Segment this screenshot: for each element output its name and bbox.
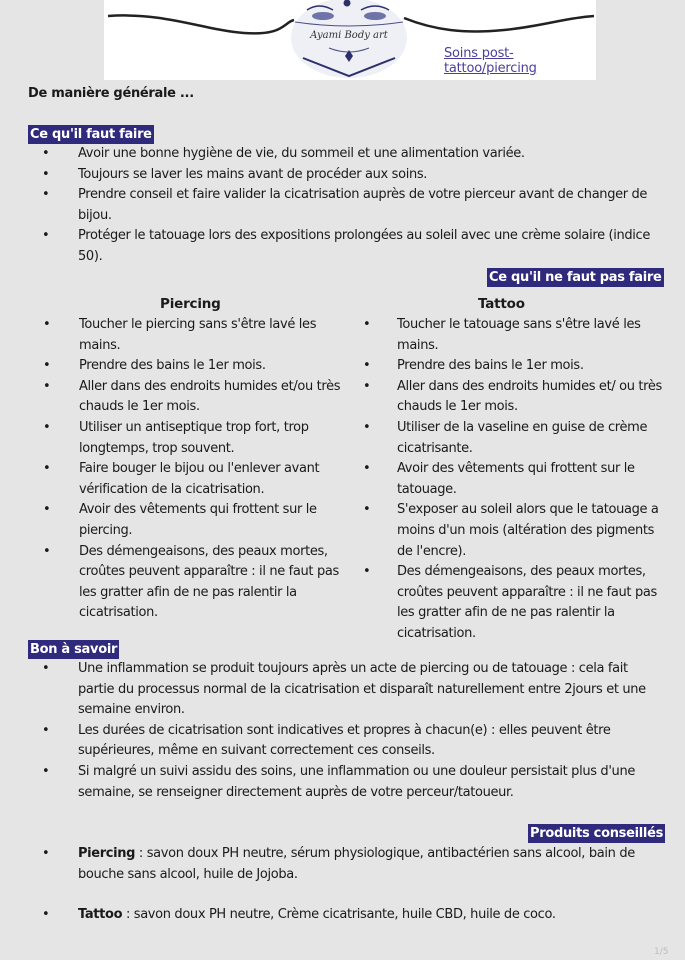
list-item-text: Protéger le tatouage lors des expositions prolongées au soleil avec une crème solaire (indice 50). [78,228,651,264]
list-item-text: Avoir des vêtements qui frottent sur le tatouage. [397,461,635,497]
list-item [363,315,665,356]
list-item-text: Si malgré un suivi assidu des soins, une inflammation ou une douleur persistait plus d'une semaine, se renseigner directement auprès de votre perceur/tatoueur. [78,763,635,800]
bullet-icon: • [42,763,50,779]
bullet-icon: • [363,419,371,435]
bullet-icon: • [363,564,371,580]
list-item [42,905,663,926]
section-tag-good-to-know: Bon à savoir [30,642,118,657]
bullet-icon: • [43,461,51,477]
list-item [363,562,665,644]
list-item-text: Toucher le tatouage sans s'être lavé les mains. [397,317,641,353]
list-item-text: Utiliser un antiseptique trop fort, trop longtemps, trop souvent. [79,419,309,456]
product-label: Piercing [78,846,136,861]
brand-logo [289,0,409,78]
bullet-icon: • [42,187,50,203]
bullet-icon: • [43,317,51,332]
product-text: savon doux PH neutre, sérum physiologique, antibactérien sans alcool, bain de bouche sans alcool, huile de Jojoba. [78,846,635,882]
tattoo-dont-list [363,315,665,645]
list-item-text: S'exposer au soleil alors que le tatouage a moins d'un mois (altération des pigments de l'encre). [397,502,659,559]
list-item [363,418,665,459]
bullet-icon: • [43,502,51,518]
list-item [43,500,351,541]
list-item [43,356,351,377]
good-to-know-list [42,659,663,803]
list-item-text: Utiliser de la vaseline en guise de crème cicatrisante. [397,419,648,456]
list-item [42,165,658,186]
list-item [42,762,663,803]
list-item-text: Prendre des bains le 1er mois. [79,358,266,374]
bullet-icon: • [43,358,51,374]
list-item-text: Faire bouger le bijou ou l'enlever avant vérification de la cicatrisation. [79,461,320,497]
list-item-text: Des démengeaisons, des peaux mortes, croûtes peuvent apparaître : il ne faut pas les gratter afin de ne pas ralentir la cicatrisation. [397,564,657,641]
section-tag-do: Ce qu'il faut faire [30,127,152,142]
bullet-icon: • [42,722,50,738]
bullet-icon: • [42,228,50,244]
bullet-icon: • [363,502,371,518]
list-item [42,226,658,267]
list-item [42,185,658,226]
list-item-text: Prendre des bains le 1er mois. [397,358,584,374]
product-separator: : [122,907,134,923]
section-tag-products: Produits conseillés [530,826,664,841]
list-item [43,315,351,356]
products-list [42,844,663,926]
bullet-icon: • [42,166,50,182]
bullet-icon: • [42,661,50,676]
list-item [42,721,663,762]
document-title-link[interactable]: Soins post-tattoo/piercing [444,46,537,76]
list-item [363,356,665,377]
list-item-text: Les durées de cicatrisation sont indicatives et propres à chacun(e) : elles peuvent être supérieures, même en suivant correctement ces conseils. [78,722,611,759]
list-item-text: Aller dans des endroits humides et/ ou très chauds le 1er mois. [397,378,662,415]
list-item-text: Avoir une bonne hygiène de vie, du sommeil et une alimentation variée. [78,146,525,161]
list-item [363,459,665,500]
bullet-icon: • [42,146,50,161]
bullet-icon: • [363,317,371,332]
list-item-text: Aller dans des endroits humides et/ou très chauds le 1er mois. [79,378,341,415]
column-title-piercing: Piercing [160,296,221,312]
list-item-text: Des démengeaisons, des peaux mortes, croûtes peuvent apparaître : il ne faut pas les gratter afin de ne pas ralentir la cicatrisation. [79,543,339,621]
bullet-icon: • [43,543,51,559]
section-tag-dont: Ce qu'il ne faut pas faire [489,270,662,285]
list-item-text: Toujours se laver les mains avant de procéder aux soins. [78,166,428,182]
bullet-icon: • [42,846,50,861]
column-title-tattoo: Tattoo [478,296,525,312]
bullet-icon: • [363,461,371,477]
list-item-text: Avoir des vêtements qui frottent sur le piercing. [79,502,317,538]
list-item [363,377,665,418]
list-item-text: Une inflammation se produit toujours après un acte de piercing ou de tatouage : cela fait partie du processus normal de la cicatrisation et disparaît naturellement entre 2jours et une semaine environ. [78,661,646,718]
list-item [43,418,351,459]
list-item [42,144,658,165]
product-text: savon doux PH neutre, Crème cicatrisante, huile CBD, huile de coco. [133,907,556,923]
list-item [43,377,351,418]
list-item [43,459,351,500]
product-label: Tattoo [78,907,123,923]
intro-heading: De manière générale ... [28,86,194,101]
list-item [363,500,665,562]
bullet-icon: • [43,378,51,394]
page-number: 1/5 [654,947,669,957]
do-list [42,144,658,268]
list-item [43,542,351,624]
bullet-icon: • [42,907,50,923]
header-banner [104,0,596,80]
piercing-dont-list [43,315,351,624]
list-item-text: Toucher le piercing sans s'être lavé les mains. [79,317,317,353]
bullet-icon: • [43,419,51,435]
bullet-icon: • [363,378,371,394]
logo-text: Ayami Body art [310,30,388,41]
list-item [42,659,663,721]
list-item-text: Prendre conseil et faire valider la cicatrisation auprès de votre pierceur avant de changer de bijou. [78,187,648,223]
product-separator: : [135,846,147,861]
list-item [42,844,663,885]
bullet-icon: • [363,358,371,374]
